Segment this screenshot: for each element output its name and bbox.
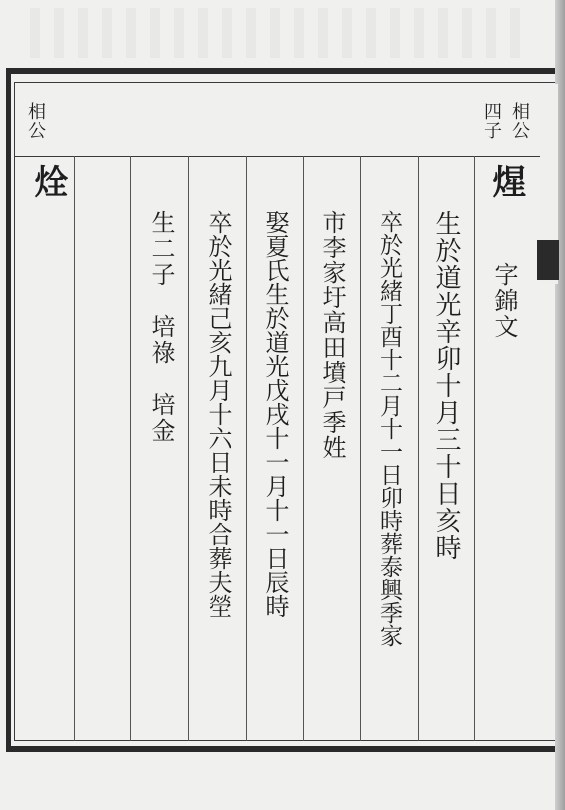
header-label-right-1: 相公: [509, 102, 530, 140]
entry-1-line-3: 市李家圩高田墳戸季姓: [318, 210, 346, 460]
spine-mark: [537, 240, 559, 280]
header-label-left: 相公: [25, 102, 46, 140]
column-divider: [360, 156, 361, 741]
column-divider: [130, 156, 131, 741]
column-divider: [246, 156, 247, 741]
column-divider: [74, 156, 75, 741]
entry-1-line-1: 生於道光辛卯十月三十日亥時: [431, 210, 461, 561]
column-divider: [303, 156, 304, 741]
bleed-through-marks: [30, 8, 530, 58]
entry-1-courtesy-name: 字錦文: [490, 262, 518, 340]
entry-1-line-6: 生二子 培祿 培金: [147, 210, 175, 444]
entry-1-line-4: 娶夏氏生於道光戊戌十一月十一日辰時: [261, 210, 289, 618]
header-label-right-2: 四子: [481, 102, 502, 140]
column-divider: [418, 156, 419, 741]
entry-2-name: 烇: [28, 164, 68, 198]
entry-1-name: 煋: [486, 164, 526, 198]
entry-1-line-5: 卒於光緒己亥九月十六日未時合葬夫塋: [204, 210, 232, 618]
column-divider: [188, 156, 189, 741]
entry-1-line-2: 卒於光緒丁酉十二月十一日卯時葬泰興季家: [376, 210, 402, 647]
column-divider: [474, 156, 475, 741]
